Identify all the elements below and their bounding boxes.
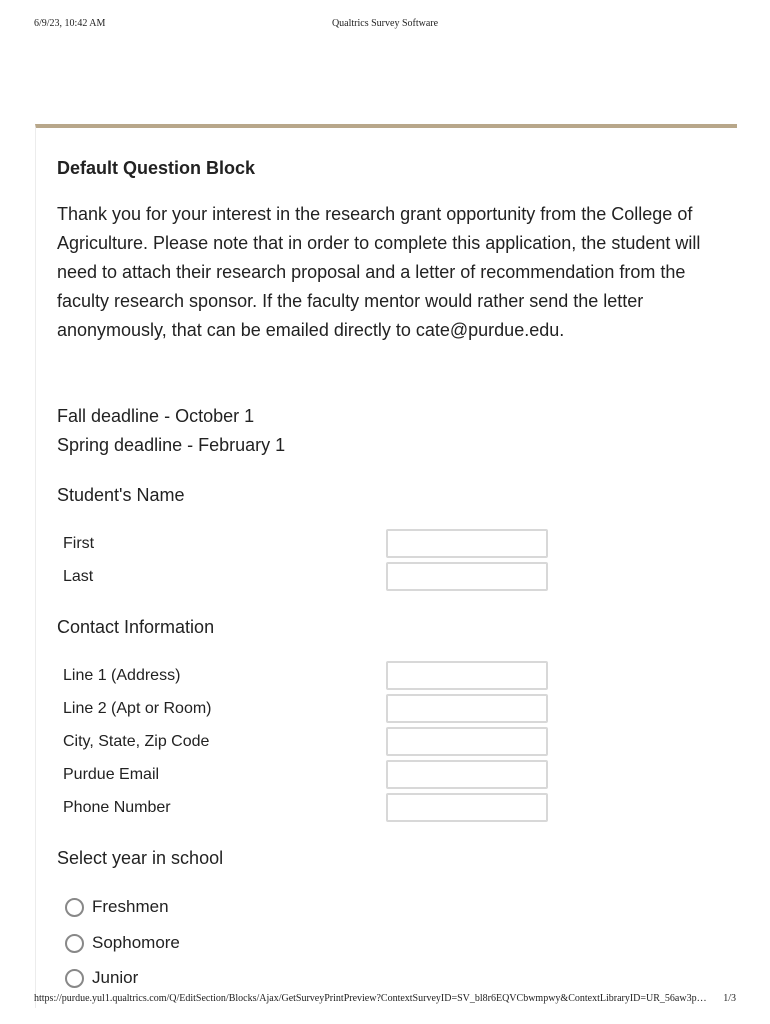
print-header <box>34 18 736 32</box>
question-block-card <box>35 124 737 1008</box>
field-label: Phone Number <box>63 799 171 816</box>
field-label: First <box>63 535 95 552</box>
last-name-input[interactable] <box>386 562 548 591</box>
print-footer <box>34 993 736 1007</box>
field-label: Last <box>63 568 94 585</box>
spring-deadline: Spring deadline - February 1 <box>57 435 286 455</box>
question-title-contact-information: Contact Information <box>57 617 215 637</box>
field-label: City, State, Zip Code <box>63 733 210 750</box>
fall-deadline: Fall deadline - October 1 <box>57 406 255 426</box>
address-line-1-input[interactable] <box>386 661 548 690</box>
question-title-year-in-school: Select year in school <box>57 848 224 868</box>
field-label: Line 1 (Address) <box>63 667 181 684</box>
question-title-students-name: Student's Name <box>57 485 185 505</box>
print-url: https://purdue.yul1.qualtrics.com/Q/EditSection/Blocks/Ajax/GetSurveyPrintPreview?ContextSurveyID=SV_bl8r6EQVCbwmpwy&ContextLibraryID=UR_56aw3p… <box>34 993 707 1004</box>
city-state-zip-input[interactable] <box>386 727 548 756</box>
print-datetime: 6/9/23, 10:42 AM <box>34 18 106 29</box>
phone-number-input[interactable] <box>386 793 548 822</box>
field-row-last <box>63 562 553 592</box>
field-row-purdue-email <box>63 760 553 790</box>
purdue-email-input[interactable] <box>386 760 548 789</box>
radio-label[interactable]: Sophomore <box>92 933 180 952</box>
print-page-title: Qualtrics Survey Software <box>331 18 439 29</box>
field-label: Line 2 (Apt or Room) <box>63 700 212 717</box>
field-row-city-state-zip <box>63 727 553 757</box>
first-name-input[interactable] <box>386 529 548 558</box>
field-row-address-line-1 <box>63 661 553 691</box>
field-row-phone-number <box>63 793 553 823</box>
deadlines <box>57 402 285 460</box>
radio-label[interactable]: Freshmen <box>92 897 169 916</box>
radio-button-icon[interactable] <box>65 969 84 988</box>
block-title: Default Question Block <box>57 158 256 178</box>
field-row-address-line-2 <box>63 694 553 724</box>
radio-button-icon[interactable] <box>65 934 84 953</box>
address-line-2-input[interactable] <box>386 694 548 723</box>
intro-paragraph: Thank you for your interest in the research grant opportunity from the College of Agriculture. Please note that in order to complete this application, the student will need to attach their research proposal and a letter of recommendation from the faculty research sponsor. If the faculty mentor would rather send the letter anonymously, that can be emailed directly to cate@purdue.edu. <box>57 204 701 340</box>
radio-button-icon[interactable] <box>65 898 84 917</box>
page-number: 1/3 <box>723 993 736 1004</box>
field-row-first <box>63 529 553 559</box>
intro-text <box>57 200 727 345</box>
field-label: Purdue Email <box>63 766 160 783</box>
radio-label[interactable]: Junior <box>92 968 139 987</box>
